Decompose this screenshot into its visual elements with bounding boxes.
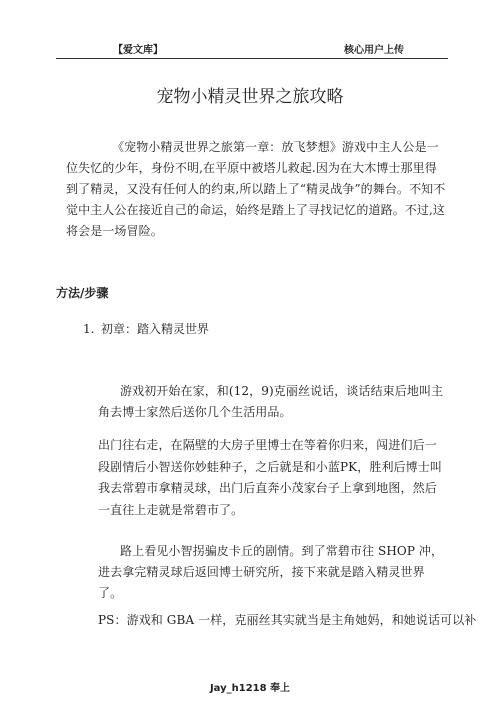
intro-paragraph: 《宠物小精灵世界之旅第一章：放飞梦想》游戏中主人公是一位失忆的少年，身份不明,在平原中被塔儿救起.因为在大木博士那里得到了精灵，又没有任何人的约束,所以踏上了“精灵战争”的舞台。不知不觉中主人公在接近自己的命运，始终是踏上了寻找记忆的道路。不过,这将会是一场冒险。 — [66, 140, 446, 238]
body-paragraph-2: 出门往右走，在隔壁的大房子里博士在等着你归来，闯进们后一段剧情后小智送你妙蛙种子，之后就是和小蓝PK，胜利后博士叫我去常碧市拿精灵球，出门后直奔小茂家台子上拿到地图，然后一直往上走就是常碧市了。 — [98, 438, 442, 517]
body-paragraph-1: 游戏初开始在家，和(12，9)克丽丝说话，谈话结束后地叫主角去博士家然后送你几个生活用品。 — [98, 384, 444, 419]
step-item — [83, 320, 209, 337]
header-divider — [56, 58, 448, 59]
header-right-label: 核心用户上传 — [344, 45, 404, 56]
body-paragraph-3: 路上看见小智拐骗皮卡丘的剧情。到了常碧市往 SHOP 冲，进去拿完精灵球后返回博士研究所，接下来就是踏入精灵世界了。 — [98, 544, 444, 600]
step-label: 初章：踏入精灵世界 — [101, 322, 210, 336]
section-heading: 方法/步骤 — [56, 286, 109, 300]
header-left-label: 【爱文库】 — [113, 45, 163, 56]
document-title: 宠物小精灵世界之旅攻略 — [156, 87, 344, 107]
footer-credit: Jay_h1218 奉上 — [209, 683, 291, 694]
step-number: 1. — [83, 322, 95, 336]
body-paragraph-4: PS：游戏和 GBA 一样，克丽丝其实就当是主角她妈，和她说话可以补 — [98, 613, 477, 627]
